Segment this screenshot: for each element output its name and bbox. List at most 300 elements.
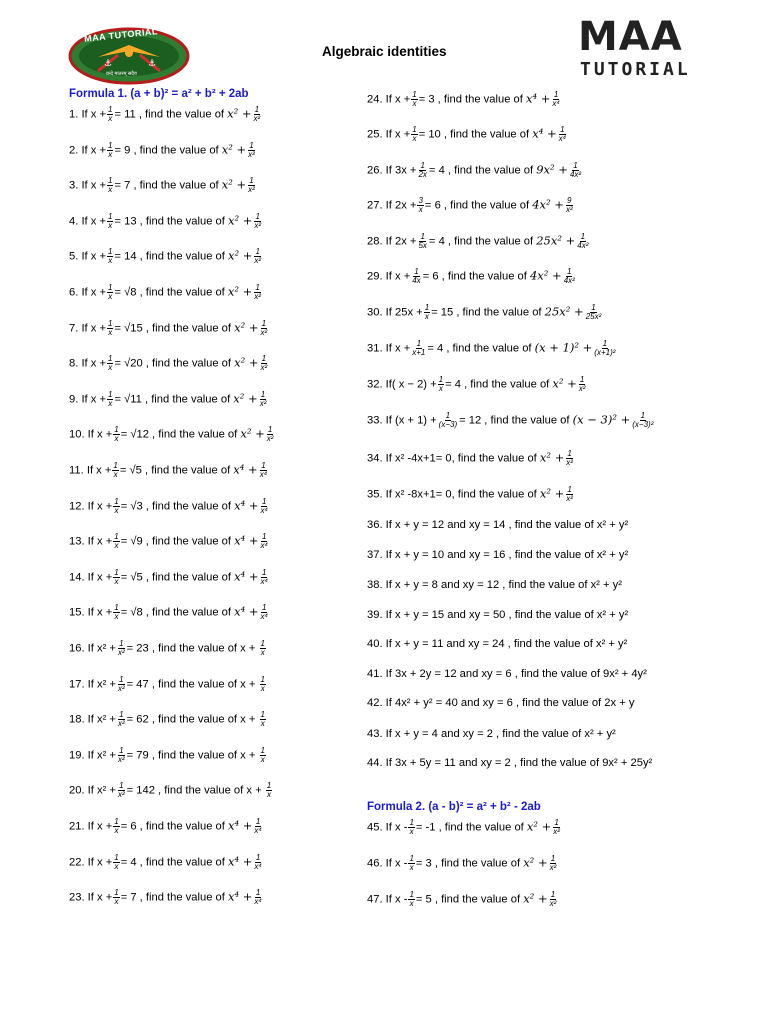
condition-fraction — [117, 676, 126, 693]
target-expression: 25x² + — [544, 304, 584, 319]
fraction-numerator: 1 — [119, 674, 124, 684]
question-number: 46. — [367, 857, 386, 870]
target-fraction — [259, 391, 268, 408]
question-number: 32. — [367, 378, 386, 391]
question-condition: If x² + — [87, 678, 116, 691]
question-condition: If x² + — [87, 784, 116, 797]
question-item — [69, 426, 275, 443]
fraction-denominator: x — [114, 576, 119, 586]
question-item — [69, 711, 267, 728]
fraction-numerator: 1 — [114, 496, 119, 506]
target-fraction — [260, 747, 266, 764]
question-text: = √5 , find the value of — [119, 464, 234, 477]
question-condition: If x + — [385, 128, 411, 141]
fraction-numerator: 1 — [108, 318, 113, 328]
fraction-numerator: 1 — [114, 425, 119, 435]
question-condition: If x + — [385, 93, 411, 106]
fraction-numerator: 1 — [119, 781, 124, 791]
question-number: 7. — [69, 322, 82, 335]
target-fraction — [253, 248, 262, 265]
question-item — [367, 340, 617, 357]
fraction-numerator: 1 — [420, 232, 425, 241]
target-expression: x² + — [552, 376, 577, 391]
condition-fraction — [107, 177, 113, 194]
question-condition: If x + — [81, 322, 107, 335]
fraction-numerator: 1 — [424, 303, 430, 312]
target-fraction — [253, 854, 262, 871]
question-text: If x + y = 11 and xy = 24 , find the value of x² + y² — [385, 638, 628, 650]
question-text: = √9 , find the value of — [120, 535, 235, 548]
question-item — [69, 248, 263, 265]
fraction-denominator: x⁴ — [259, 470, 268, 479]
target-fraction — [260, 533, 269, 550]
question-text: = 11 , find the value of — [114, 108, 228, 121]
question-item — [69, 284, 263, 301]
condition-fraction — [113, 854, 119, 871]
fraction-numerator: 1 — [262, 567, 267, 577]
condition-fraction — [438, 376, 444, 393]
question-item — [69, 676, 267, 693]
fraction-numerator: 1 — [114, 852, 119, 862]
fraction-denominator: x² — [254, 256, 262, 266]
question-text: = 3 , find the value of — [415, 857, 524, 870]
maa-tutorial-badge-logo — [68, 27, 190, 85]
fraction-denominator: x² — [259, 398, 267, 408]
condition-fraction — [113, 569, 119, 586]
fraction-denominator: 4x — [412, 276, 421, 285]
maa-tutorial-wordmark-logo — [578, 14, 702, 80]
question-number: 20. — [69, 784, 88, 797]
question-condition: If x + — [86, 464, 112, 477]
question-number: 39. — [367, 609, 386, 621]
fraction-numerator: 1 — [113, 461, 118, 470]
condition-fraction — [411, 268, 421, 285]
target-fraction — [260, 640, 266, 657]
target-expression: x² + — [234, 320, 259, 335]
question-item — [367, 162, 583, 179]
target-fraction — [266, 782, 272, 799]
question-text: = 5 , find the value of — [415, 893, 524, 906]
fraction-numerator: 1 — [567, 449, 572, 458]
question-number: 36. — [367, 519, 386, 531]
condition-fraction — [107, 106, 113, 123]
fraction-numerator: 1 — [249, 140, 254, 150]
question-text: If 3x + 5y = 11 and xy = 2 , find the value of 9x² + 25y² — [385, 757, 653, 769]
target-fraction — [260, 320, 269, 337]
fraction-numerator: 1 — [261, 354, 267, 364]
fraction-numerator: 1 — [266, 781, 272, 791]
condition-fraction — [107, 248, 113, 265]
question-text: = 142 , find the value of x + — [126, 784, 265, 797]
question-item — [367, 891, 558, 908]
question-number: 33. — [367, 414, 386, 427]
question-number: 35. — [367, 488, 386, 501]
target-expression: (x + 1)² + — [534, 340, 593, 355]
fraction-numerator: 1 — [580, 232, 586, 241]
question-number: 1. — [69, 108, 82, 121]
fraction-denominator: x — [114, 434, 119, 444]
question-item — [69, 604, 270, 621]
condition-fraction — [411, 340, 426, 357]
fraction-denominator: 5x — [418, 241, 427, 250]
target-expression: x² + — [233, 391, 258, 406]
question-item — [367, 548, 628, 562]
target-fraction — [253, 106, 262, 123]
question-condition: If x + — [87, 571, 113, 584]
target-expression: 9x² + — [536, 162, 568, 177]
fraction-numerator: 1 — [114, 817, 119, 826]
question-text: = 47 , find the value of x + — [126, 678, 259, 691]
question-number: 22. — [69, 856, 88, 869]
question-text: = 3 , find the value of — [418, 93, 526, 106]
fraction-numerator: 1 — [114, 567, 119, 577]
fraction-numerator: 1 — [445, 411, 451, 420]
question-item — [367, 855, 558, 872]
fraction-numerator: 1 — [262, 496, 267, 506]
question-item — [69, 782, 273, 799]
question-text: = 9 , find the value of — [114, 144, 222, 157]
question-text: = 6 , find the value of — [422, 270, 530, 283]
fraction-denominator: x — [114, 826, 119, 835]
question-text: If x + y = 4 and xy = 2 , find the value of x² + y² — [385, 728, 616, 740]
target-expression: x⁴ + — [233, 462, 258, 477]
fraction-denominator: x+1 — [412, 348, 426, 357]
target-expression: 4x² + — [532, 197, 564, 212]
question-item — [367, 412, 655, 429]
question-item — [69, 569, 270, 586]
question-condition: If x + — [87, 428, 113, 441]
question-number: 45. — [367, 821, 386, 834]
question-item — [367, 233, 590, 250]
fraction-numerator: 1 — [416, 339, 422, 348]
condition-fraction — [107, 213, 113, 230]
badge-subtext: वन्दे मातरम् सदैव — [106, 71, 137, 77]
fraction-denominator: x⁴ — [260, 576, 268, 586]
fraction-numerator: 1 — [114, 888, 119, 898]
question-text: If x + y = 8 and xy = 12 , find the value of x² + y² — [385, 579, 622, 591]
target-fraction — [253, 889, 262, 906]
fraction-denominator: (x−3)² — [632, 420, 654, 429]
fraction-numerator: 1 — [567, 267, 572, 276]
fraction-denominator: x⁴ — [254, 861, 262, 871]
fraction-numerator: 1 — [108, 140, 113, 150]
target-fraction — [563, 268, 576, 285]
fraction-denominator: x — [108, 149, 113, 159]
fraction-numerator: 1 — [412, 90, 417, 99]
logo-maa: MAA — [578, 14, 683, 60]
question-item — [367, 91, 562, 108]
fraction-denominator: x² — [565, 205, 573, 214]
question-number: 40. — [367, 638, 386, 650]
question-number: 3. — [69, 179, 82, 192]
question-text: = 7 , find the value of — [120, 891, 228, 904]
target-expression: x² + — [227, 106, 252, 121]
condition-fraction — [113, 818, 119, 835]
question-text: = √5 , find the value of — [120, 571, 235, 584]
target-expression: x⁴ + — [234, 498, 259, 513]
question-text: = 4 , find the value of — [428, 164, 537, 177]
fraction-denominator: x — [114, 861, 119, 871]
question-item — [367, 667, 647, 681]
question-text: = 15 , find the value of — [431, 306, 545, 319]
fraction-denominator: x — [409, 899, 414, 908]
question-number: 26. — [367, 164, 386, 177]
target-fraction — [565, 486, 574, 503]
question-text: = 6 , find the value of — [120, 820, 228, 833]
fraction-numerator: 1 — [640, 411, 646, 420]
question-item — [69, 854, 264, 871]
fraction-numerator: 1 — [438, 375, 444, 384]
fraction-denominator: x — [114, 505, 119, 515]
condition-fraction — [417, 162, 427, 179]
condition-fraction — [408, 855, 414, 872]
fraction-denominator: x² — [254, 292, 261, 301]
target-fraction — [549, 855, 558, 872]
page-title: Algebraic identities — [322, 44, 447, 59]
question-text: = 12 , find the value of — [459, 414, 573, 427]
question-condition: If 25x + — [385, 306, 423, 319]
question-number: 24. — [367, 93, 386, 106]
question-number: 31. — [367, 342, 386, 355]
question-number: 9. — [69, 393, 82, 406]
target-fraction — [569, 162, 582, 179]
formula-1-heading: Formula 1. (a + b)² = a² + b² + 2ab — [69, 88, 249, 100]
formula-2-heading: Formula 2. (a - b)² = a² + b² - 2ab — [367, 801, 541, 813]
question-item — [367, 578, 622, 592]
question-item — [367, 756, 652, 770]
question-condition: If x² + — [87, 749, 116, 762]
question-text: If 4x² + y² = 40 and xy = 6 , find the value of 2x + y — [385, 697, 635, 709]
condition-fraction — [417, 233, 427, 250]
condition-fraction — [424, 304, 430, 321]
target-fraction — [578, 376, 587, 393]
fraction-denominator: x² — [117, 790, 125, 800]
question-number: 28. — [367, 235, 386, 248]
condition-fraction — [117, 640, 126, 657]
fraction-denominator: x² — [117, 719, 125, 729]
question-text: = √8 , find the value of — [120, 606, 235, 619]
condition-fraction — [113, 426, 119, 443]
fraction-numerator: 1 — [260, 674, 265, 684]
condition-fraction — [117, 711, 126, 728]
fraction-denominator: x — [108, 363, 113, 373]
question-item — [69, 640, 267, 657]
question-number: 25. — [367, 128, 386, 141]
fraction-denominator: x² — [549, 899, 557, 908]
condition-fraction — [411, 91, 417, 108]
target-expression: x² + — [221, 177, 247, 192]
question-condition: If x + — [81, 357, 107, 370]
fraction-numerator: 1 — [119, 710, 124, 720]
condition-fraction — [113, 498, 119, 515]
question-condition: If x - — [385, 857, 408, 870]
target-fraction — [631, 412, 654, 429]
question-item — [69, 498, 270, 515]
fraction-denominator: x — [108, 327, 113, 337]
fraction-numerator: 1 — [249, 176, 254, 186]
fraction-denominator: x² — [117, 683, 125, 693]
question-text: = √15 , find the value of — [114, 322, 235, 335]
question-item — [367, 608, 628, 622]
fraction-numerator: 1 — [260, 745, 265, 755]
question-text: = 62 , find the value of x + — [126, 713, 259, 726]
question-condition: If x + — [81, 179, 107, 192]
question-item — [69, 320, 269, 337]
question-number: 47. — [367, 893, 386, 906]
fraction-numerator: 1 — [108, 247, 113, 257]
question-number: 13. — [69, 535, 88, 548]
question-text: If x² -8x+1= 0, find the value of — [385, 488, 540, 501]
question-number: 12. — [69, 500, 88, 513]
fraction-numerator: 1 — [554, 818, 559, 827]
target-fraction — [576, 233, 589, 250]
fraction-numerator: 1 — [255, 817, 261, 826]
question-condition: If x - — [385, 893, 408, 906]
condition-fraction — [112, 462, 118, 479]
fraction-denominator: x — [438, 384, 443, 393]
question-item — [367, 518, 628, 532]
question-number: 5. — [69, 250, 82, 263]
question-condition: If x + — [87, 535, 113, 548]
question-item — [69, 177, 257, 194]
question-condition: If x - — [385, 821, 408, 834]
target-expression: x² + — [221, 142, 247, 157]
fraction-denominator: x² — [260, 363, 268, 373]
target-fraction — [247, 177, 256, 194]
question-text: = 14 , find the value of — [114, 250, 228, 263]
fraction-numerator: 1 — [267, 425, 273, 435]
target-expression: x² + — [539, 450, 565, 465]
question-item — [367, 727, 616, 741]
target-expression: x⁴ + — [227, 889, 253, 904]
fraction-denominator: x — [108, 185, 113, 195]
target-expression: x⁴ + — [525, 91, 551, 106]
fraction-numerator: 1 — [260, 639, 265, 648]
fraction-denominator: x — [108, 256, 113, 266]
fraction-numerator: 1 — [573, 161, 578, 170]
fraction-numerator: 1 — [108, 389, 113, 399]
question-condition: If (x + 1) + — [385, 414, 437, 427]
fraction-numerator: 1 — [255, 852, 261, 862]
question-item — [69, 747, 267, 764]
question-number: 44. — [367, 757, 386, 769]
fraction-denominator: 25x² — [585, 312, 602, 321]
fraction-denominator: x² — [117, 754, 125, 764]
target-fraction — [558, 126, 567, 143]
fraction-denominator: x² — [566, 494, 573, 503]
question-text: = 4 , find the value of — [427, 342, 535, 355]
target-expression: x² + — [227, 213, 253, 228]
fraction-numerator: 1 — [560, 125, 565, 134]
fraction-numerator: 1 — [409, 854, 414, 863]
target-fraction — [260, 711, 266, 728]
question-item — [367, 819, 562, 836]
question-condition: If x + — [81, 286, 107, 299]
fraction-denominator: x — [424, 312, 429, 321]
fraction-numerator: 1 — [260, 710, 265, 720]
condition-fraction — [113, 889, 119, 906]
question-condition: If x² + — [87, 642, 116, 655]
fraction-denominator: x — [409, 863, 414, 872]
fraction-denominator: x⁴ — [260, 541, 268, 551]
question-item — [367, 268, 577, 285]
fraction-denominator: x² — [553, 827, 560, 836]
target-expression: x² + — [523, 855, 548, 870]
fraction-denominator: x² — [260, 327, 268, 337]
fraction-denominator: x⁴ — [552, 99, 560, 108]
fraction-numerator: 1 — [255, 247, 260, 257]
target-fraction — [549, 891, 558, 908]
question-item — [69, 462, 269, 479]
fraction-denominator: x — [114, 612, 119, 622]
question-number: 16. — [69, 642, 88, 655]
badge-text: MAA TUTORIAL — [83, 26, 159, 44]
question-number: 23. — [69, 891, 88, 904]
question-item — [69, 391, 268, 408]
condition-fraction — [107, 391, 113, 408]
question-number: 27. — [367, 199, 386, 212]
question-number: 30. — [367, 306, 386, 319]
fraction-numerator: 1 — [579, 375, 585, 384]
fraction-denominator: x — [260, 719, 265, 729]
question-number: 18. — [69, 713, 88, 726]
fraction-denominator: x — [114, 897, 119, 907]
svg-text:⚓: ⚓ — [104, 59, 113, 69]
question-text: If x + y = 10 and xy = 16 , find the value of x² + y² — [385, 549, 629, 561]
target-fraction — [259, 462, 268, 479]
fraction-numerator: 1 — [114, 603, 119, 613]
question-text: = 23 , find the value of x + — [126, 642, 259, 655]
fraction-numerator: 1 — [255, 211, 260, 221]
condition-fraction — [113, 604, 119, 621]
question-number: 29. — [367, 270, 386, 283]
fraction-denominator: x — [260, 648, 265, 657]
fraction-denominator: 4x² — [577, 241, 589, 250]
fraction-denominator: x² — [578, 384, 586, 393]
question-text: = 10 , find the value of — [418, 128, 533, 141]
question-number: 34. — [367, 452, 386, 465]
target-fraction — [253, 818, 262, 835]
condition-fraction — [117, 747, 126, 764]
fraction-denominator: x — [108, 398, 113, 408]
question-condition: If x + — [87, 856, 113, 869]
question-number: 42. — [367, 697, 386, 709]
fraction-numerator: 1 — [550, 890, 556, 899]
fraction-denominator: 2x — [418, 170, 427, 179]
question-number: 2. — [69, 144, 82, 157]
question-condition: If x + — [87, 820, 113, 833]
question-item — [69, 889, 264, 906]
fraction-denominator: x⁴ — [260, 505, 268, 515]
fraction-numerator: 1 — [114, 532, 119, 542]
condition-fraction — [107, 355, 113, 372]
fraction-denominator: x² — [117, 648, 125, 657]
target-expression: x² + — [234, 355, 259, 370]
fraction-numerator: 1 — [553, 90, 559, 99]
fraction-numerator: 1 — [108, 105, 113, 114]
fraction-denominator: x² — [566, 458, 573, 467]
fraction-denominator: x — [412, 99, 417, 108]
fraction-denominator: x — [108, 220, 113, 230]
question-text: = 4 , find the value of — [445, 378, 553, 391]
question-text: = √20 , find the value of — [114, 357, 235, 370]
fraction-numerator: 1 — [108, 354, 113, 364]
question-condition: If x² + — [87, 713, 116, 726]
fraction-numerator: 1 — [262, 603, 267, 613]
fraction-numerator: 1 — [261, 461, 266, 470]
target-expression: x² + — [227, 248, 253, 263]
question-number: 19. — [69, 749, 88, 762]
